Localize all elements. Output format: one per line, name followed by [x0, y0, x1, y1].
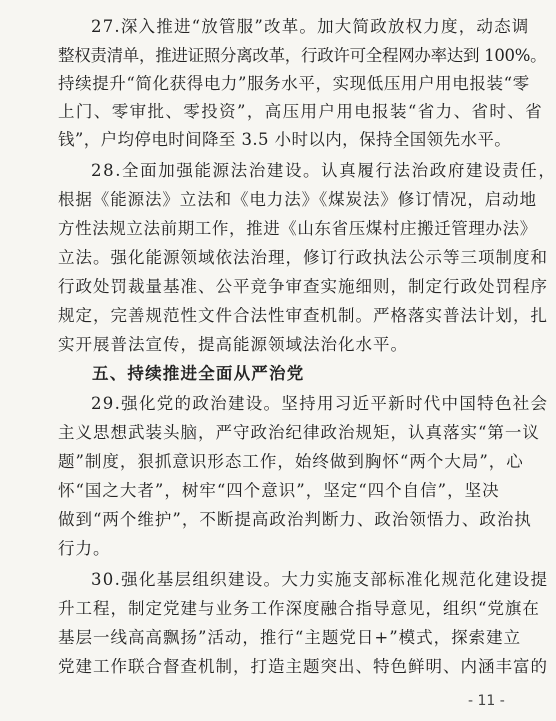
- text-line: 方性法规立法前期工作，推进《山东省压煤村庄搬迁管理办法》: [58, 219, 537, 238]
- text-line: 怀“国之大者”，树牢“四个意识”，坚定“四个自信”，坚决: [58, 481, 500, 500]
- text-line: 做到“两个维护”，不断提高政治判断力、政治领悟力、政治执: [58, 510, 532, 529]
- text-line: 30.强化基层组织建设。大力实施支部标准化规范化建设提: [91, 570, 549, 589]
- text-line: 29.强化党的政治建设。坚持用习近平新时代中国特色社会: [91, 394, 549, 413]
- text-line: 根据《能源法》立法和《电力法》《煤炭法》修订情况，启动地: [58, 190, 537, 209]
- page-number: - 11 -: [468, 693, 505, 709]
- text-line: 持续提升“简化获得电力”服务水平，实现低压用户用电报装“零: [58, 74, 530, 93]
- text-line: 实开展普法宣传，提高能源领域法治化水平。: [58, 335, 408, 354]
- text-line: 28.全面加强能源法治建设。认真履行法治政府建设责任，: [91, 161, 556, 180]
- text-line: 基层一线高高飘扬”活动，推行“主题党日+”模式，探索建立: [58, 628, 522, 647]
- text-line: 主义思想武装头脑，严守政治纪律政治规矩，认真落实“第一议: [58, 423, 540, 442]
- text-line: 行政处罚裁量基准、公平竞争审查实施细则，制定行政处罚程序: [58, 277, 548, 296]
- text-line: 立法。强化能源领域依法治理，修订行政执法公示等三项制度和: [58, 248, 548, 267]
- text-line: 升工程，制定党建与业务工作深度融合指导意见，组织“党旗在: [58, 599, 540, 618]
- text-line: 27.深入推进“放管服”改革。加大简政放权力度，动态调: [91, 17, 530, 36]
- text-line: 题”制度，狠抓意识形态工作，始终做到胸怀“两个大局”，心: [58, 452, 524, 471]
- text-line: 党建工作联合督查机制，打造主题突出、特色鲜明、内涵丰富的: [58, 657, 548, 676]
- text-line: 整权责清单，推进证照分离改革，行政许可全程网办率达到 100%。: [58, 46, 547, 65]
- text-line: 钱”，户均停电时间降至 3.5 小时以内，保持全国领先水平。: [58, 130, 512, 149]
- text-line: 规定，完善规范性文件合法性审查机制。严格落实普法计划，扎: [58, 306, 548, 325]
- text-line: 行力。: [58, 539, 111, 558]
- section-heading: 五、持续推进全面从严治党: [92, 364, 305, 383]
- text-line: 上门、零审批、零投资”，高压用户用电报装“省力、省时、省: [58, 102, 544, 121]
